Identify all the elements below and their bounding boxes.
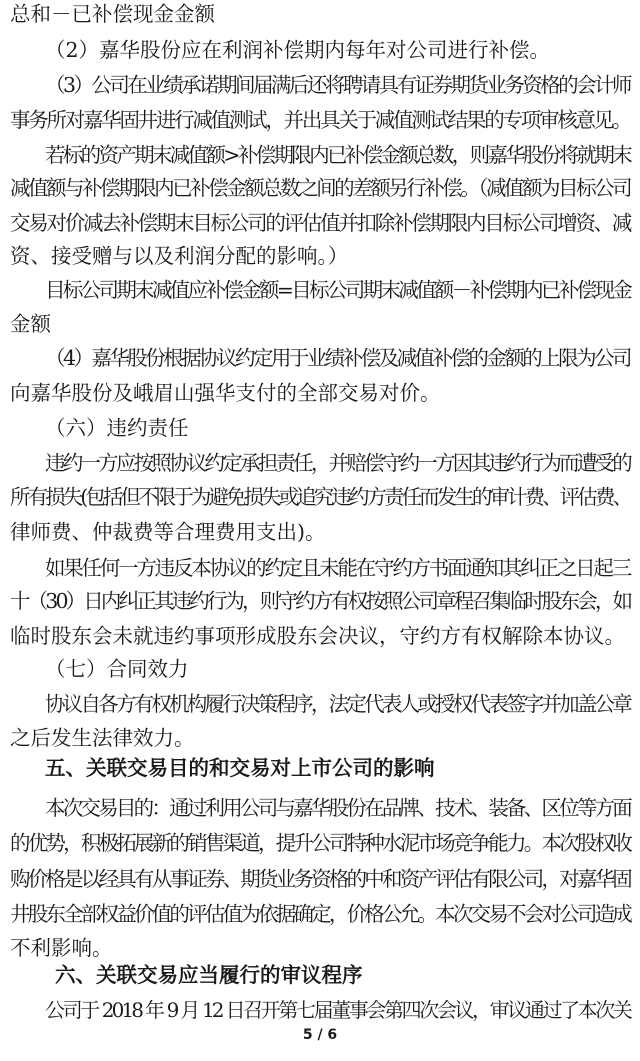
text-line: 购价格是以经具有从事证券、期货业务资格的中和资产评估有限公司，对嘉华固 [10, 867, 630, 891]
text-line: 资、接受赠与以及利润分配的影响。） [10, 244, 349, 268]
text-line: 律师费、仲裁费等合理费用支出)。 [10, 520, 326, 544]
text-line: （2）嘉华股份应在利润补偿期内每年对公司进行补偿。 [45, 38, 551, 62]
page-number: 5 / 6 [302, 1027, 338, 1043]
text-line: 公司于 2018 年 9 月 12 日召开第七届董事会第四次会议，审议通过了本次关 [45, 998, 630, 1022]
text-line: （4）嘉华股份根据协议约定用于业绩补偿及减值补偿的金额的上限为公司 [45, 346, 630, 370]
text-line: 井股东全部权益价值的评估值为依据确定，价格公允。本次交易不会对公司造成 [10, 902, 630, 926]
text-line: （3）公司在业绩承诺期间届满后还将聘请具有证券期货业务资格的会计师 [45, 73, 630, 97]
text-line: 事务所对嘉华固井进行减值测试，并出具关于减值测试结果的专项审核意见。 [10, 108, 631, 132]
text-line: 金额 [10, 312, 51, 336]
text-line: 不利影响。 [10, 936, 113, 960]
text-line: 如果任何一方违反本协议的约定且未能在守约方书面通知其纠正之日起三 [45, 556, 630, 580]
section-heading: （七）合同效力 [45, 657, 189, 681]
text-line: 减值额与补偿期限内已补偿金额总数之间的差额另行补偿。（减值额为目标公司 [10, 176, 631, 200]
text-line: 所有损失(包括但不限于为避免损失或追究违约方责任而发生的审计费、评估费、 [10, 485, 630, 509]
section-heading: （六）违约责任 [45, 416, 189, 440]
text-line: 若标的资产期末减值额>补偿期限内已补偿金额总数，则嘉华股份将就期末 [45, 143, 631, 167]
chapter-heading: 六、关联交易应当履行的审议程序 [55, 963, 363, 987]
text-line: 交易对价减去补偿期末目标公司的评估值并扣除补偿期限内目标公司增资、减 [10, 211, 631, 235]
text-line: 十（30）日内纠正其违约行为，则守约方有权按照公司章程召集临时股东会，如 [10, 589, 631, 613]
text-line: 的优势，积极拓展新的销售渠道，提升公司特种水泥市场竞争能力。本次股权收 [10, 831, 630, 855]
text-line: 临时股东会未就违约事项形成股东会决议，守约方有权解除本协议。 [10, 624, 625, 648]
text-line: 目标公司期末减值应补偿金额=目标公司期末减值额－补偿期内已补偿现金 [45, 278, 631, 302]
text-line: 总和－已补偿现金金额 [10, 2, 215, 26]
text-line: 向嘉华股份及峨眉山强华支付的全部交易对价。 [10, 381, 441, 405]
chapter-heading: 五、关联交易目的和交易对上市公司的影响 [45, 756, 435, 780]
text-line: 违约一方应按照协议约定承担责任，并赔偿守约一方因其违约行为而遭受的 [45, 451, 630, 475]
text-line: 协议自各方有权机构履行决策程序，法定代表人或授权代表签字并加盖公章 [45, 692, 630, 716]
text-line: 本次交易目的：通过利用公司与嘉华股份在品牌、技术、装备、区位等方面 [45, 796, 630, 820]
text-line: 之后发生法律效力。 [10, 726, 195, 750]
